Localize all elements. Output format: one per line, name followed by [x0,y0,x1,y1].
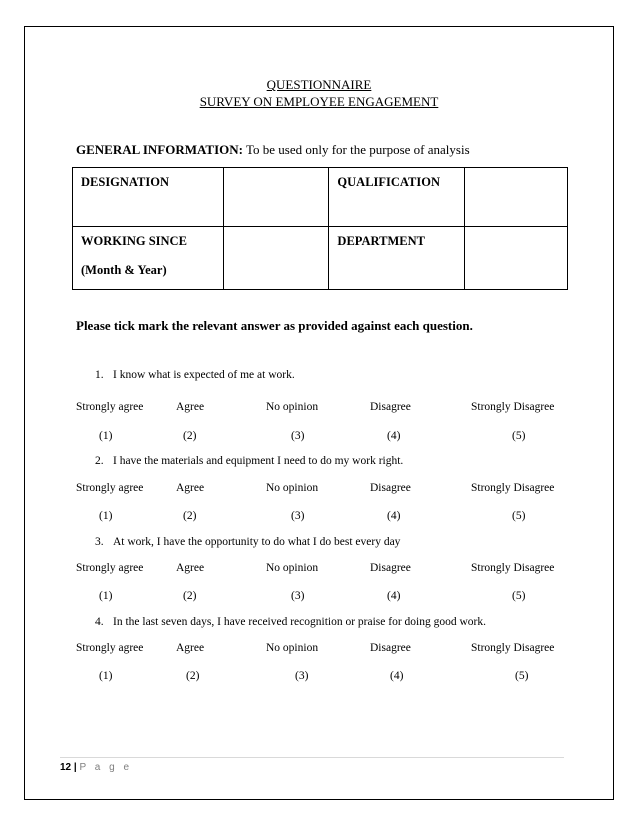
question-text: I have the materials and equipment I need to do my work right. [113,455,404,467]
question-number: 2. [95,455,104,467]
general-information-label: GENERAL INFORMATION: [76,142,243,157]
q2-code-3: (3) [291,510,305,522]
q3-option-no-opinion[interactable]: No opinion [266,562,319,574]
q4-code-5: (5) [515,670,529,682]
q4-code-3: (3) [295,670,309,682]
designation-value[interactable] [223,168,329,227]
q3-option-agree[interactable]: Agree [176,562,205,574]
q2-code-4: (4) [387,510,401,522]
q4-option-strongly-disagree[interactable]: Strongly Disagree [471,642,555,654]
question-number: 1. [95,369,104,381]
q1-option-agree[interactable]: Agree [176,401,205,413]
q1-code-3: (3) [291,430,305,442]
page-number: 12 [60,762,72,773]
page-label: P a g e [79,762,133,773]
footer-separator: | [73,762,77,773]
q1-code-4: (4) [387,430,401,442]
survey-title: SURVEY ON EMPLOYEE ENGAGEMENT [199,94,439,109]
q4-code-4: (4) [390,670,404,682]
working-since-text: WORKING SINCE [81,234,187,248]
q4-code-1: (1) [99,670,113,682]
general-information [76,142,470,158]
q3-code-4: (4) [387,590,401,602]
instruction-text: Please tick mark the relevant answer as provided against each question. [76,318,473,333]
department-value[interactable] [465,227,568,290]
q4-code-2: (2) [186,670,200,682]
q2-option-strongly-disagree[interactable]: Strongly Disagree [471,482,555,494]
question-number: 3. [95,536,104,548]
q3-option-strongly-disagree[interactable]: Strongly Disagree [471,562,555,574]
questionnaire-title: QUESTIONNAIRE [266,77,372,92]
info-table-row [73,168,568,227]
general-information-text: To be used only for the purpose of analysis [245,142,470,157]
department-label: DEPARTMENT [329,227,465,290]
q4-option-agree[interactable]: Agree [176,642,205,654]
q4-option-disagree[interactable]: Disagree [370,642,411,654]
footer-divider [60,757,564,758]
q4-option-no-opinion[interactable]: No opinion [266,642,319,654]
q1-option-disagree[interactable]: Disagree [370,401,411,413]
q1-code-1: (1) [99,430,113,442]
q2-option-agree[interactable]: Agree [176,482,205,494]
designation-label: DESIGNATION [73,168,224,227]
question-1 [95,369,295,381]
q4-option-strongly-agree[interactable]: Strongly agree [76,642,144,654]
question-number: 4. [95,616,104,628]
question-text: In the last seven days, I have received recognition or praise for doing good work. [113,616,486,628]
working-since-value[interactable] [223,227,329,290]
q2-code-1: (1) [99,510,113,522]
q2-code-2: (2) [183,510,197,522]
q3-option-disagree[interactable]: Disagree [370,562,411,574]
question-3 [95,536,400,548]
q1-option-strongly-agree[interactable]: Strongly agree [76,401,144,413]
q1-option-strongly-disagree[interactable]: Strongly Disagree [471,401,555,413]
q2-code-5: (5) [512,510,526,522]
q3-code-5: (5) [512,590,526,602]
qualification-label: QUALIFICATION [329,168,465,227]
q3-option-strongly-agree[interactable]: Strongly agree [76,562,144,574]
q3-code-1: (1) [99,590,113,602]
page-footer [60,762,132,773]
question-text: I know what is expected of me at work. [113,369,295,381]
q3-code-3: (3) [291,590,305,602]
question-text: At work, I have the opportunity to do what I do best every day [113,536,401,548]
q1-option-no-opinion[interactable]: No opinion [266,401,319,413]
info-table-row [73,227,568,290]
info-table [72,167,568,290]
q2-option-strongly-agree[interactable]: Strongly agree [76,482,144,494]
working-since-label [73,227,224,290]
qualification-value[interactable] [465,168,568,227]
q1-code-2: (2) [183,430,197,442]
q2-option-no-opinion[interactable]: No opinion [266,482,319,494]
q1-code-5: (5) [512,430,526,442]
q3-code-2: (2) [183,590,197,602]
q2-option-disagree[interactable]: Disagree [370,482,411,494]
question-2 [95,455,403,467]
working-since-subtext: (Month & Year) [81,263,167,277]
question-4 [95,616,486,628]
